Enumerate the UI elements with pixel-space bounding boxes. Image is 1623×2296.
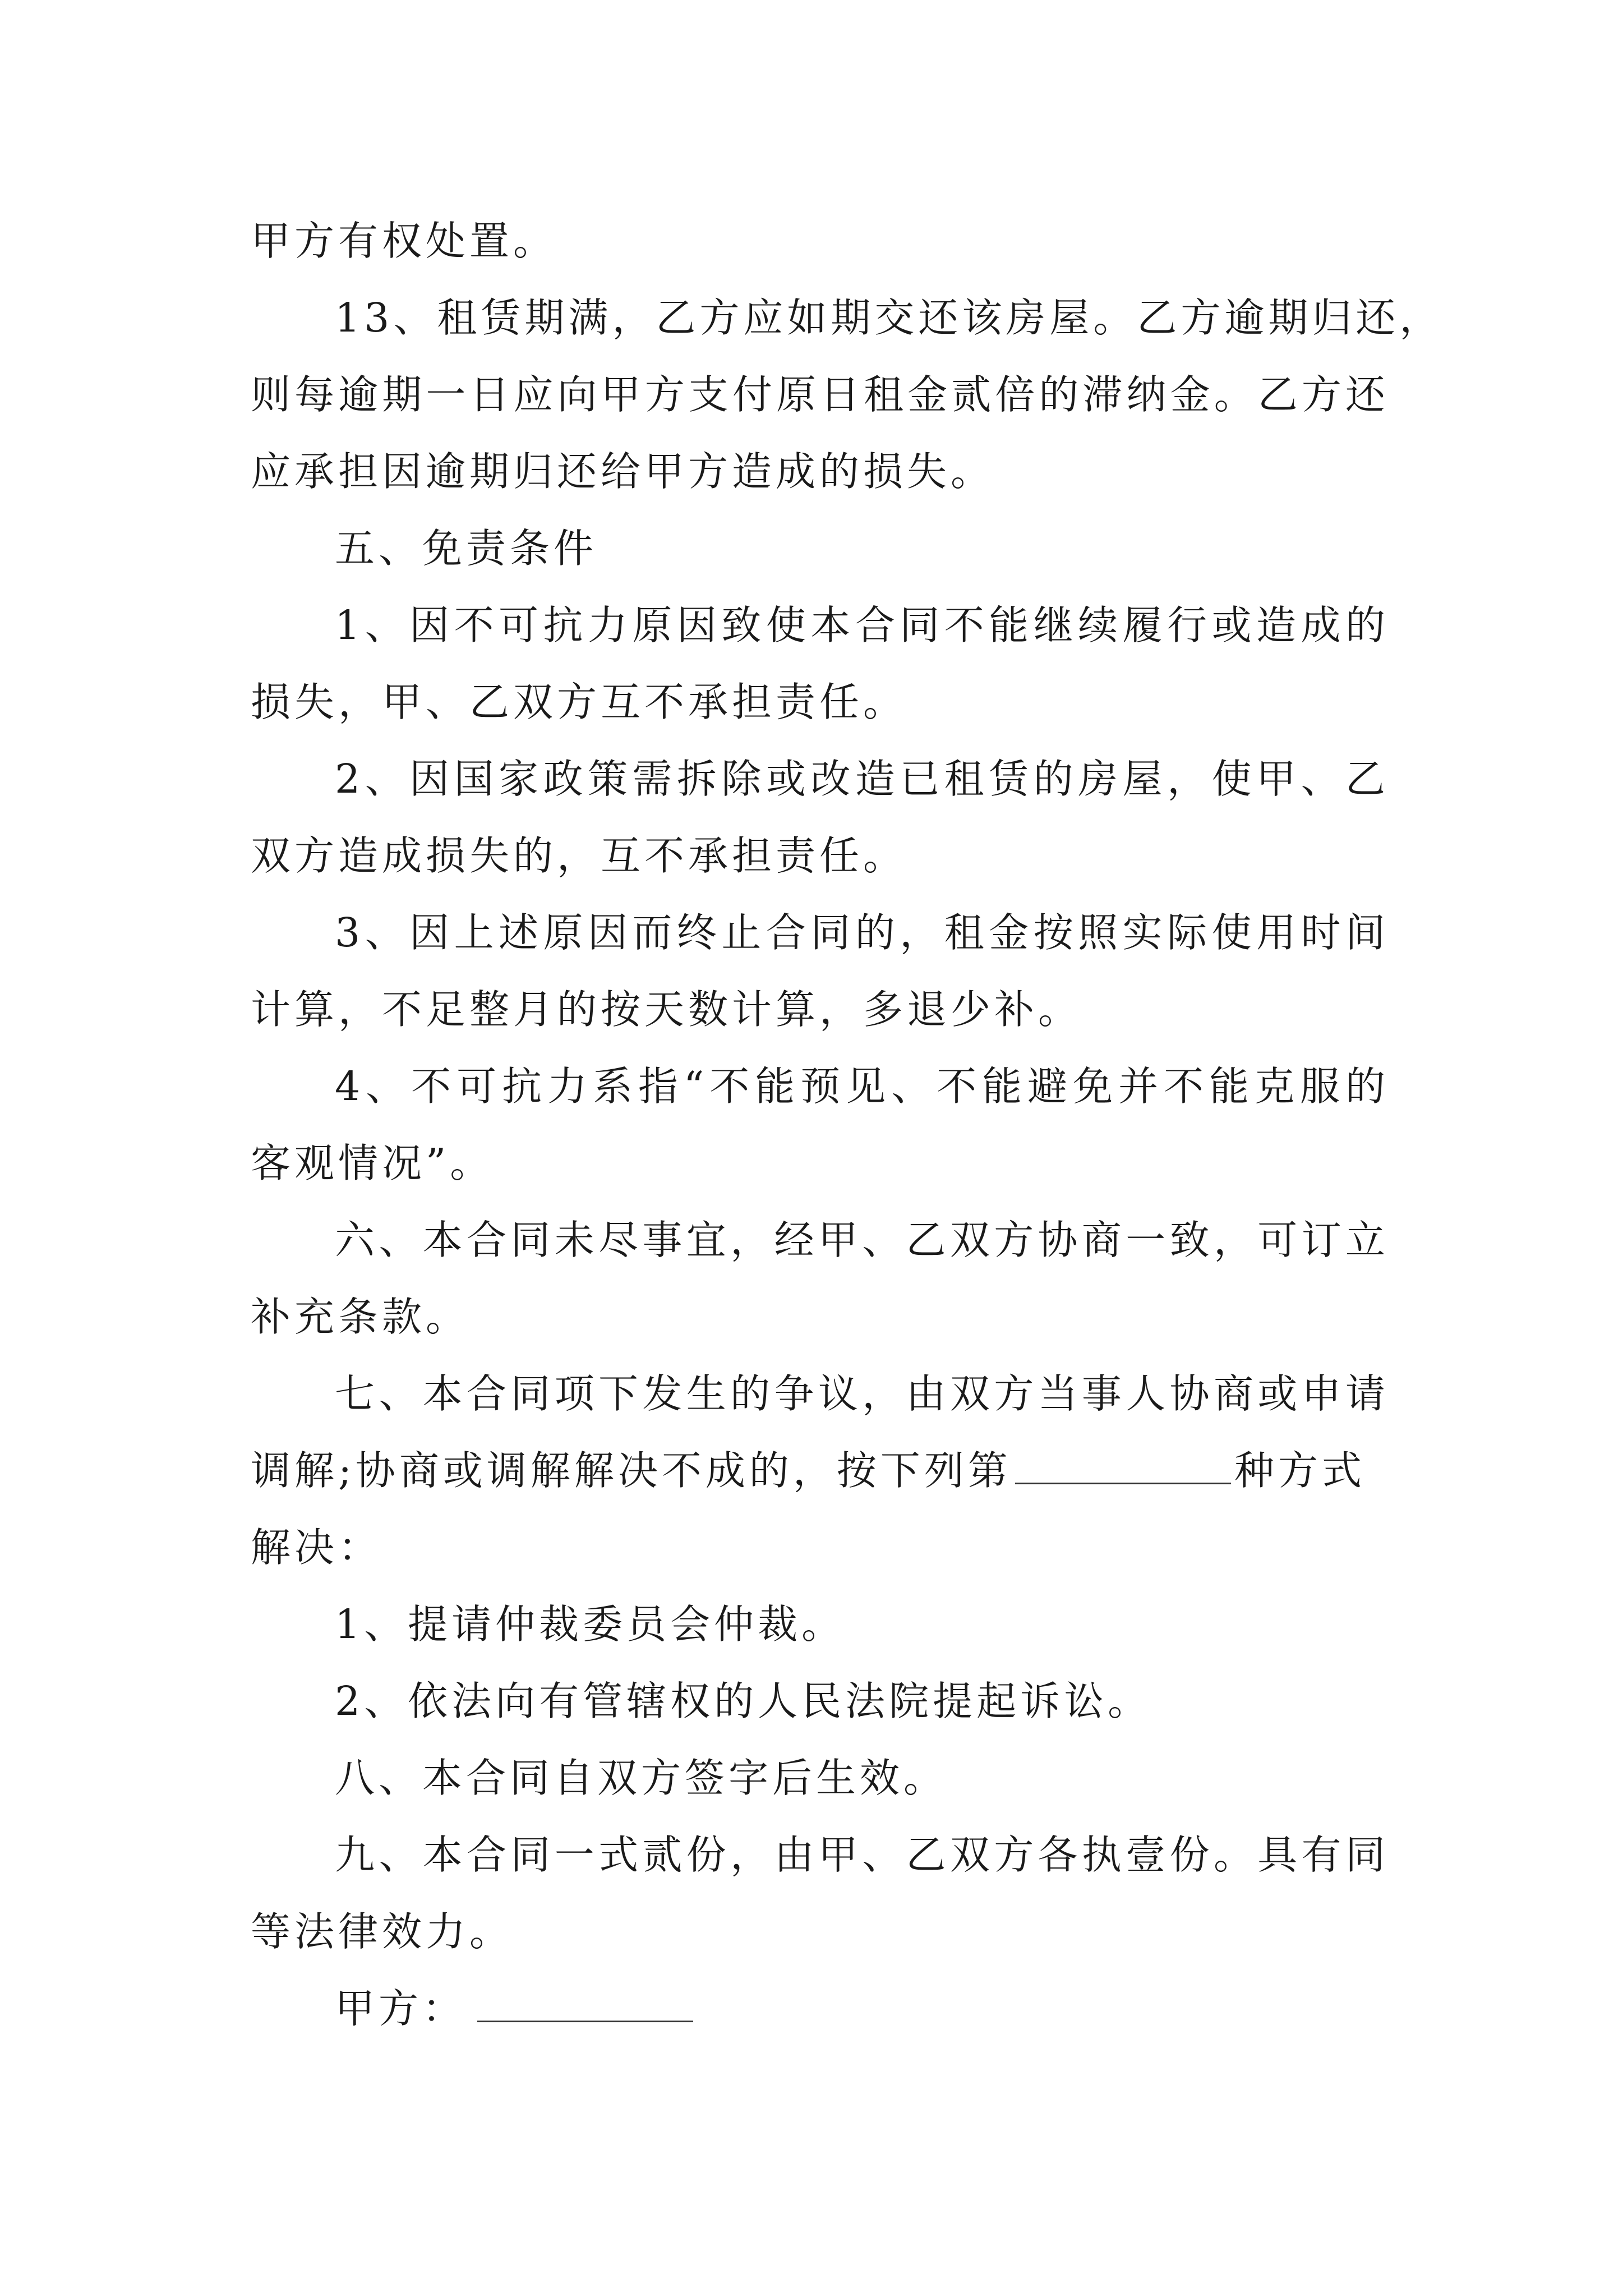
signature-party-a: [251, 1981, 1389, 2037]
text-line-23: 等法律效力。: [251, 1908, 514, 1955]
party-a-label: 甲方：: [335, 1985, 467, 2032]
text-line-16: 七、本合同项下发生的争议，由双方当事人协商或申请: [335, 1370, 1389, 1417]
text-line-20: 2、依法向有管辖权的人民法院提起诉讼。: [335, 1678, 1152, 1724]
text-line-3: 则每逾期一日应向甲方支付原日租金贰倍的滞纳金。乙方还: [251, 371, 1389, 418]
text-line-14: 六、本合同未尽事宜，经甲、乙双方协商一致，可订立: [335, 1217, 1389, 1263]
text-line-13: 客观情况”。: [251, 1140, 494, 1186]
text-line-19: 1、提请仲裁委员会仲裁。: [335, 1601, 846, 1648]
text-line-10: 3、因上述原因而终止合同的，租金按照实际使用时间: [335, 909, 1389, 956]
text-line-4: 应承担因逾期归还给甲方造成的损失。: [251, 448, 995, 495]
text-line-21: 八、本合同自双方签字后生效。: [335, 1755, 948, 1801]
text-line-1: 甲方有权处置。: [251, 218, 557, 264]
text-line-11: 计算，不足整月的按天数计算，多退少补。: [251, 986, 1082, 1033]
text-line-17-end: 种方式: [1234, 1447, 1366, 1494]
text-line-2: 13、租赁期满，乙方应如期交还该房屋。乙方逾期归还，: [335, 295, 1444, 341]
text-line-12: 4、不可抗力系指“不能预见、不能避免并不能克服的: [335, 1063, 1389, 1110]
text-line-8: 2、因国家政策需拆除或改造已租赁的房屋，使甲、乙: [335, 756, 1389, 802]
text-line-15: 补充条款。: [251, 1294, 470, 1340]
text-line-6: 1、因不可抗力原因致使本合同不能继续履行或造成的: [335, 602, 1389, 648]
text-line-22: 九、本合同一式贰份，由甲、乙双方各执壹份。具有同: [335, 1832, 1389, 1878]
text-line-7: 损失，甲、乙双方互不承担责任。: [251, 679, 907, 725]
section-heading-5: 五、免责条件: [335, 525, 598, 572]
text-line-9: 双方造成损失的，互不承担责任。: [251, 832, 907, 879]
text-line-18: 解决：: [251, 1524, 382, 1571]
party-a-signature-blank[interactable]: [477, 1985, 693, 2022]
text-line-17-start: 调解;协商或调解解决不成的，按下列第: [251, 1447, 1012, 1494]
fill-in-blank-method[interactable]: [1015, 1447, 1231, 1484]
text-line-17: [251, 1443, 1389, 1499]
